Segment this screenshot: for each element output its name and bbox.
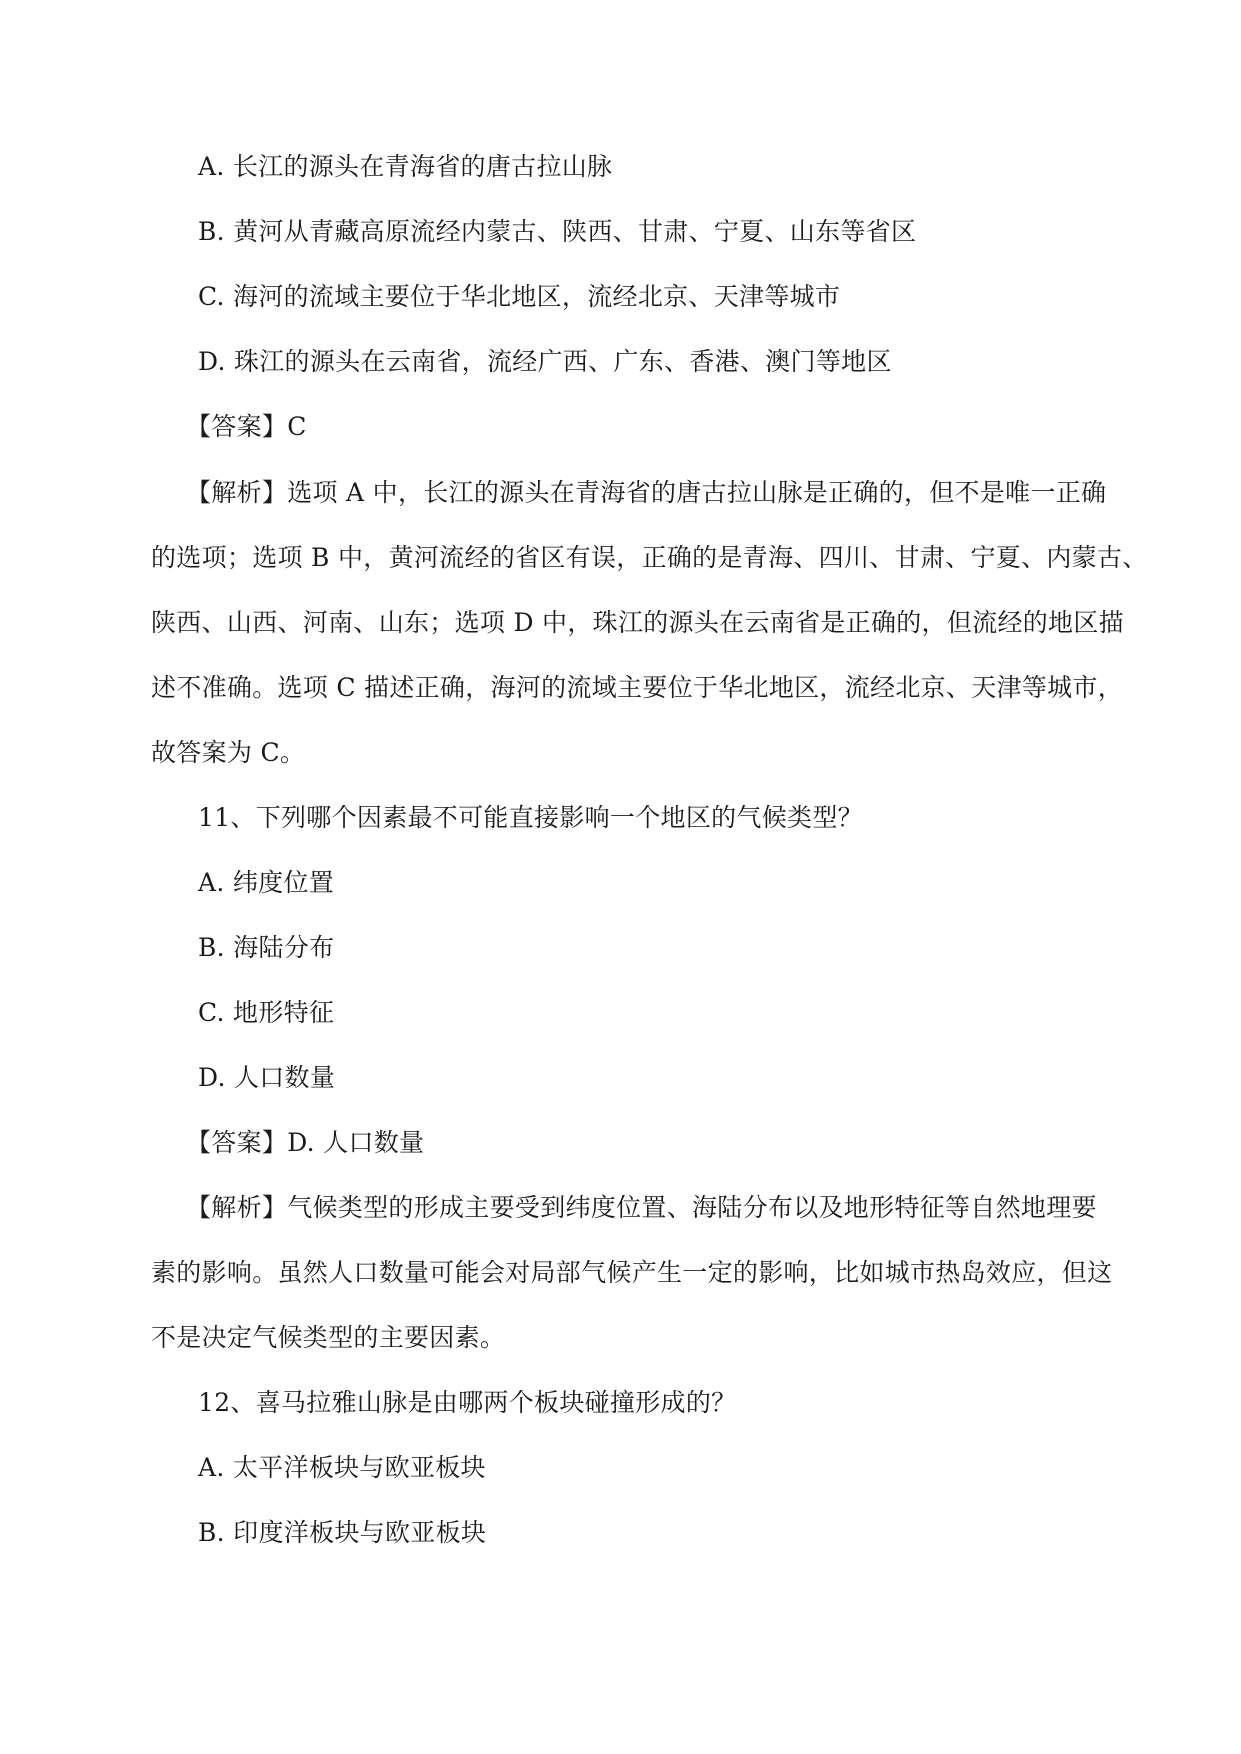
q12-option-a: A. 太平洋板块与欧亚板块 xyxy=(198,1453,486,1482)
q10-analysis-line-4: 述不准确。选项 C 描述正确，海河的流域主要位于华北地区，流经北京、天津等城市， xyxy=(151,673,1124,702)
q12-option-b: B. 印度洋板块与欧亚板块 xyxy=(198,1518,487,1547)
q10-analysis-line-2: 的选项；选项 B 中，黄河流经的省区有误，正确的是青海、四川、甘肃、宁夏、内蒙古、 xyxy=(151,543,1148,572)
q10-option-a: A. 长江的源头在青海省的唐古拉山脉 xyxy=(198,152,613,181)
q10-option-d: D. 珠江的源头在云南省，流经广西、广东、香港、澳门等地区 xyxy=(198,347,892,376)
q10-analysis-line-1: 【解析】选项 A 中，长江的源头在青海省的唐古拉山脉是正确的，但不是唯一正确 xyxy=(186,478,1107,507)
q10-option-b: B. 黄河从青藏高原流经内蒙古、陕西、甘肃、宁夏、山东等省区 xyxy=(198,217,917,246)
q11-option-b: B. 海陆分布 xyxy=(198,933,335,962)
q10-option-c: C. 海河的流域主要位于华北地区，流经北京、天津等城市 xyxy=(198,282,841,311)
q11-analysis-line-2: 素的影响。虽然人口数量可能会对局部气候产生一定的影响，比如城市热岛效应，但这 xyxy=(151,1258,1113,1287)
q11-option-c: C. 地形特征 xyxy=(198,998,335,1027)
q12-question: 12、喜马拉雅山脉是由哪两个板块碰撞形成的？ xyxy=(198,1388,737,1417)
q11-option-a: A. 纬度位置 xyxy=(198,868,335,897)
q11-answer: 【答案】D. 人口数量 xyxy=(186,1128,425,1157)
q10-analysis-line-3: 陕西、山西、河南、山东；选项 D 中，珠江的源头在云南省是正确的，但流经的地区描 xyxy=(151,608,1124,637)
q11-analysis-line-1: 【解析】气候类型的形成主要受到纬度位置、海陆分布以及地形特征等自然地理要 xyxy=(186,1193,1097,1222)
q11-option-d: D. 人口数量 xyxy=(198,1063,336,1092)
q11-analysis-line-3: 不是决定气候类型的主要因素。 xyxy=(151,1323,506,1352)
q10-answer: 【答案】C xyxy=(186,412,307,441)
q11-question: 11、下列哪个因素最不可能直接影响一个地区的气候类型？ xyxy=(198,803,863,832)
q10-analysis-line-5: 故答案为 C。 xyxy=(151,738,306,767)
